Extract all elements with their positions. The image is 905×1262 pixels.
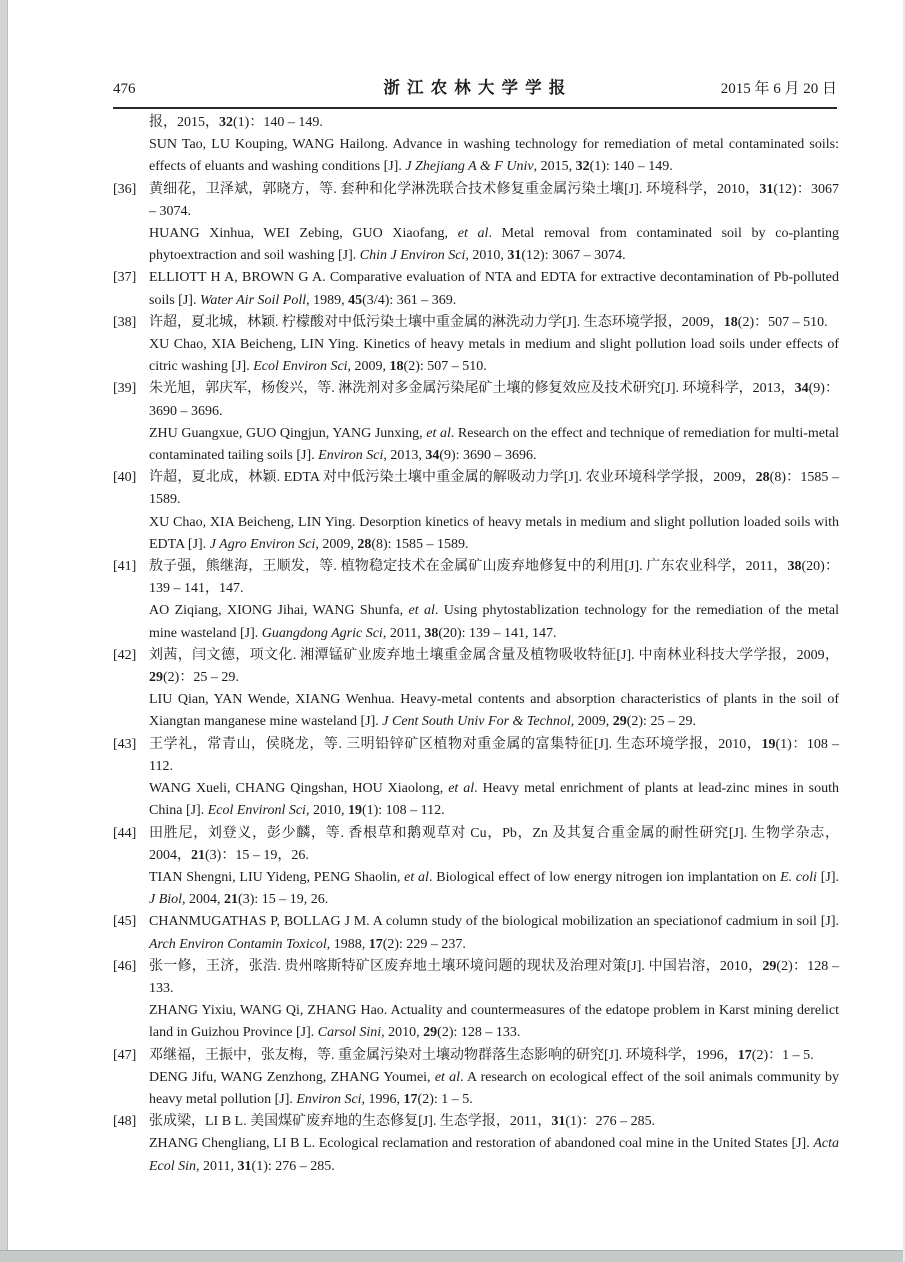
citation-paragraph: 朱光旭，郭庆军，杨俊兴，等. 淋洗剂对多金属污染尾矿土壤的修复效应及技术研究[J]. 环境科学，2013，34(9)：3690 – 3696. — [149, 381, 839, 419]
issue-date: 2015 年 6 月 20 日 — [720, 81, 837, 97]
reference-item — [113, 911, 839, 955]
reference-body — [149, 556, 839, 645]
citation-paragraph: ZHANG Chengliang, LI B L. Ecological reclamation and restoration of abandoned coal mine in the United States [J]. Acta Ecol Sin, 2011, 31(1): 276 – 285. — [149, 1136, 839, 1174]
reference-item — [113, 179, 839, 268]
citation-paragraph: 许超，夏北城，林颖. 柠檬酸对中低污染土壤中重金属的淋洗动力学[J]. 生态环境学报，2009，18(2)：507 – 510. — [149, 314, 828, 330]
reference-body — [149, 911, 839, 955]
reference-item — [113, 1111, 839, 1178]
reference-number: [41] — [113, 559, 137, 575]
citation-paragraph: 敖子强，熊继海，王顺发，等. 植物稳定技术在金属矿山废弃地修复中的利用[J]. 广东农业科学，2011，38(20)：139 – 141，147. — [149, 559, 839, 597]
citation-paragraph: XU Chao, XIA Beicheng, LIN Ying. Desorption kinetics of heavy metals in medium and slight pollution loaded soils with EDTA [J]. J Agro Environ Sci, 2009, 28(8): 1585 – 1589. — [149, 514, 839, 552]
citation-paragraph: CHANMUGATHAS P, BOLLAG J M. A column study of the biological mobilization an speciationof cadmium in soil [J]. Arch Environ Contamin Toxicol, 1988, 17(2): 229 – 237. — [149, 914, 839, 952]
citation-paragraph: SUN Tao, LU Kouping, WANG Hailong. Advance in washing technology for remediation of metal contaminated soils: effects of eluants and washing conditions [J]. J Zhejiang A & F Univ, 2015, 32(1): 140 – 149. — [149, 137, 839, 175]
citation-paragraph: TIAN Shengni, LIU Yideng, PENG Shaolin, et al. Biological effect of low energy nitrogen ion implantation on E. coli [J]. J Biol, 2004, 21(3): 15 – 19, 26. — [149, 869, 839, 908]
reference-item — [113, 112, 839, 179]
reference-number: [37] — [113, 270, 137, 286]
scan-edge-left — [0, 0, 8, 1262]
references-list — [113, 112, 839, 1178]
reference-body — [149, 734, 839, 823]
citation-paragraph: ZHANG Yixiu, WANG Qi, ZHANG Hao. Actuality and countermeasures of the edatope problem in Karst mining derelict land in Guizhou Province [J]. Carsol Sini, 2010, 29(2): 128 – 133. — [149, 1003, 839, 1041]
reference-body — [149, 267, 839, 311]
citation-paragraph: 邓继福，王振中，张友梅，等. 重金属污染对土壤动物群落生态影响的研究[J]. 环境科学，1996，17(2)：1 – 5. — [149, 1047, 814, 1063]
citation-paragraph: ZHU Guangxue, GUO Qingjun, YANG Junxing, et al. Research on the effect and technique of remediation for multi-metal contaminated tailing soils [J]. Environ Sci, 2013, 34(9): 3690 – 3696. — [149, 425, 839, 464]
reference-item — [113, 956, 839, 1045]
citation-paragraph: XU Chao, XIA Beicheng, LIN Ying. Kinetics of heavy metals in medium and slight pollution load soils under effects of citric washing [J]. Ecol Environ Sci, 2009, 18(2): 507 – 510. — [149, 337, 839, 375]
reference-body — [149, 378, 839, 467]
reference-body — [149, 956, 839, 1045]
reference-number: [44] — [113, 825, 137, 841]
journal-title: 浙 江 农 林 大 学 学 报 — [383, 78, 567, 97]
reference-item — [113, 267, 839, 311]
reference-body — [149, 645, 839, 734]
reference-number: [40] — [113, 470, 137, 486]
citation-paragraph: 报，2015，32(1)：140 – 149. — [149, 115, 323, 130]
reference-number: [38] — [113, 314, 137, 330]
reference-number: [43] — [113, 736, 137, 752]
reference-item — [113, 823, 839, 912]
reference-number: [47] — [113, 1047, 137, 1063]
reference-number: [39] — [113, 381, 137, 397]
reference-item — [113, 734, 839, 823]
reference-body — [149, 1045, 839, 1112]
citation-paragraph: DENG Jifu, WANG Zenzhong, ZHANG Youmei, et al. A research on ecological effect of the soil animals community by heavy metal pollution [J]. Environ Sci, 1996, 17(2): 1 – 5. — [149, 1069, 839, 1107]
citation-paragraph: 田胜尼，刘登义，彭少麟，等. 香根草和鹅观草对 Cu，Pb，Zn 及其复合重金属的耐性研究[J]. 生物学杂志，2004，21(3)：15 – 19，26. — [149, 825, 839, 863]
reference-number: [48] — [113, 1114, 137, 1130]
reference-item — [113, 1045, 839, 1112]
citation-paragraph: AO Ziqiang, XIONG Jihai, WANG Shunfa, et al. Using phytostablization technology for the remediation of the metal mine wasteland [J]. Guangdong Agric Sci, 2011, 38(20): 139 – 141, 147. — [149, 603, 839, 641]
reference-item — [113, 467, 839, 556]
reference-item — [113, 378, 839, 467]
reference-item — [113, 645, 839, 734]
citation-paragraph: HUANG Xinhua, WEI Zebing, GUO Xiaofang, et al. Metal removal from contaminated soil by co-planting phytoextraction and soil washing [J]. Chin J Environ Sci, 2010, 31(12): 3067 – 3074. — [149, 226, 839, 264]
reference-body — [149, 1111, 839, 1178]
reference-item — [113, 556, 839, 645]
citation-paragraph: 刘茜，闫文德，项文化. 湘潭锰矿业废弃地土壤重金属含量及植物吸收特征[J]. 中南林业科技大学学报，2009，29(2)：25 – 29. — [149, 647, 839, 686]
citation-paragraph: LIU Qian, YAN Wende, XIANG Wenhua. Heavy-metal contents and absorption characteristics of plants in the soil of Xiangtan manganese mine wasteland [J]. J Cent South Univ For & Technol, 2009, 29(2): 25 – 29. — [149, 692, 839, 730]
reference-item — [113, 312, 839, 379]
citation-paragraph: 黄细花，卫泽斌，郭晓方，等. 套种和化学淋洗联合技术修复重金属污染土壤[J]. 环境科学，2010，31(12)：3067 – 3074. — [149, 181, 839, 219]
reference-number: [36] — [113, 181, 137, 197]
scan-edge-bottom — [0, 1250, 905, 1262]
reference-number: [46] — [113, 958, 137, 974]
page-header — [113, 74, 837, 109]
reference-number — [113, 112, 149, 179]
citation-paragraph: 张一修，王济，张浩. 贵州喀斯特矿区废弃地土壤环境问题的现状及治理对策[J]. 中国岩溶，2010，29(2)：128 – 133. — [149, 958, 839, 996]
citation-paragraph: WANG Xueli, CHANG Qingshan, HOU Xiaolong, et al. Heavy metal enrichment of plants at lead-zinc mines in south China [J]. Ecol Environl Sci, 2010, 19(1): 108 – 112. — [149, 781, 839, 819]
citation-paragraph: 王学礼，常青山，侯晓龙，等. 三明铅锌矿区植物对重金属的富集特征[J]. 生态环境学报，2010，19(1)：108 – 112. — [149, 736, 839, 774]
reference-body — [149, 179, 839, 268]
reference-number: [42] — [113, 647, 137, 663]
reference-body — [149, 467, 839, 556]
reference-number: [45] — [113, 914, 137, 930]
citation-paragraph: ELLIOTT H A, BROWN G A. Comparative evaluation of NTA and EDTA for extractive decontamination of Pb-polluted soils [J]. Water Air Soil Poll, 1989, 45(3/4): 361 – 369. — [149, 270, 839, 308]
page-number: 476 — [113, 81, 136, 97]
reference-body — [149, 312, 839, 379]
reference-body — [149, 112, 839, 179]
citation-paragraph: 张成梁，LI B L. 美国煤矿废弃地的生态修复[J]. 生态学报，2011，31(1)：276 – 285. — [149, 1114, 656, 1130]
citation-paragraph: 许超，夏北成，林颖. EDTA 对中低污染土壤中重金属的解吸动力学[J]. 农业环境科学学报，2009，28(8)：1585 – 1589. — [149, 470, 840, 508]
reference-body — [149, 823, 839, 912]
